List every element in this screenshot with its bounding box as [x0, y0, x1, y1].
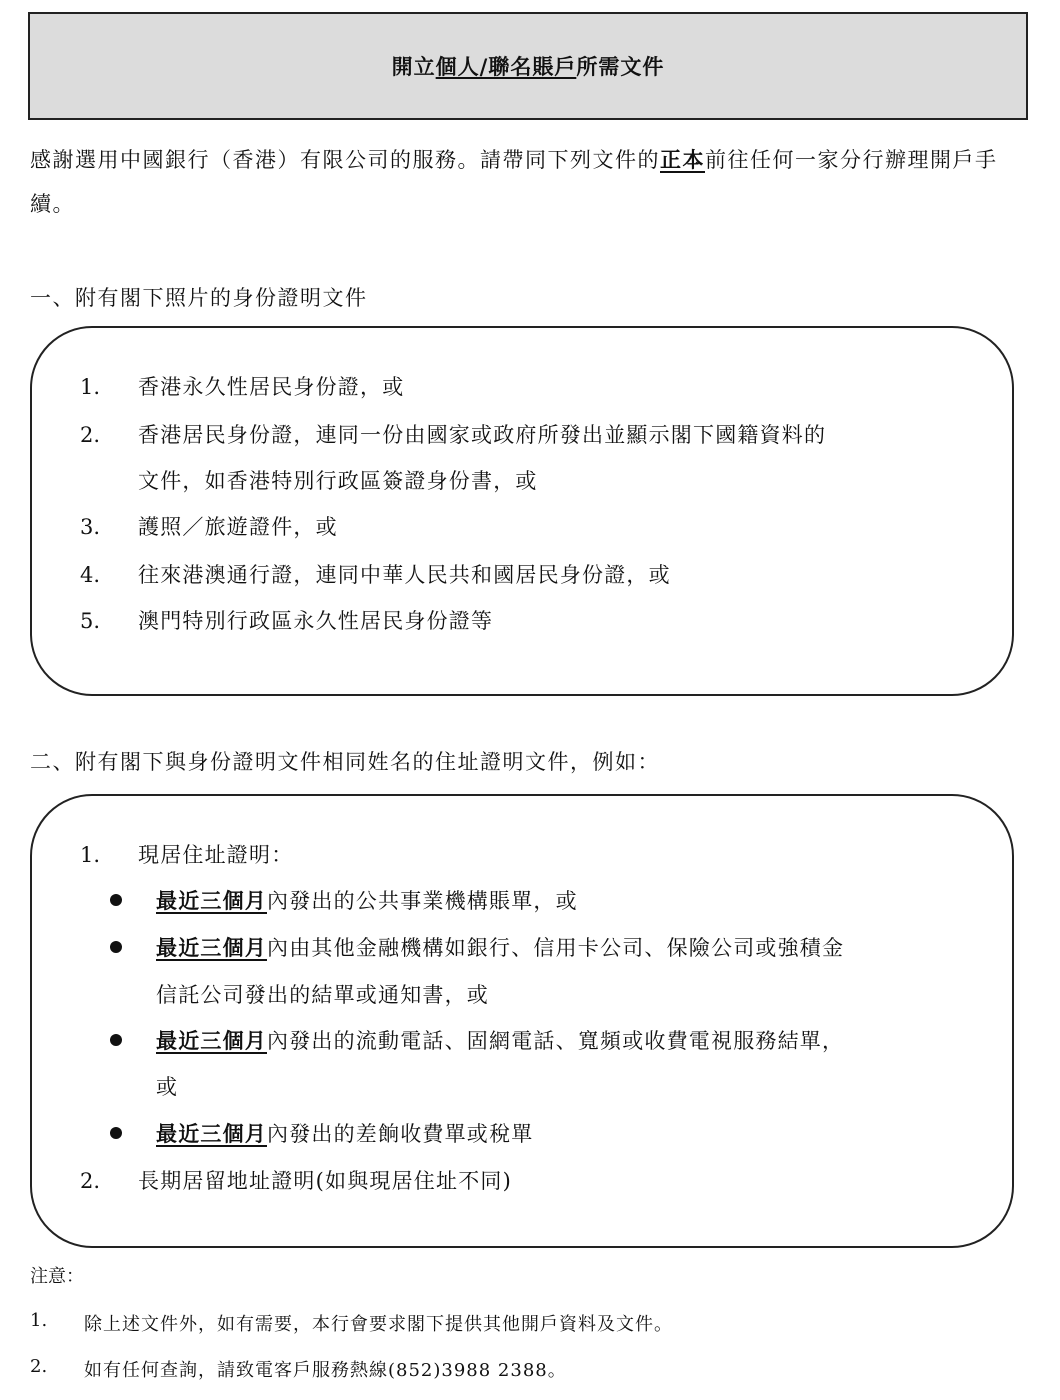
section1-item-number: 4. [80, 563, 101, 587]
intro-paragraph [30, 138, 1030, 226]
note-text: 除上述文件外，如有需要，本行會要求閣下提供其他開戶資料及文件。 [84, 1314, 673, 1335]
section1-item-text: 往來港澳通行證，連同中華人民共和國居民身份證，或 [138, 563, 671, 587]
bullet-line: 內發出的公共事業機構賬單，或 [267, 889, 578, 913]
title-prefix: 開立 [391, 54, 436, 79]
title-account-type: 個人/聯名賬戶 [435, 54, 577, 79]
section1-item-number: 1. [80, 375, 101, 399]
title-suffix: 所需文件 [576, 54, 665, 79]
bullet-highlight: 最近三個月 [156, 1028, 267, 1053]
bullet-icon [110, 1034, 122, 1046]
section2-heading: 二、附有閣下與身份證明文件相同姓名的住址證明文件，例如： [30, 750, 660, 774]
section1-item-number: 5. [80, 609, 101, 633]
section2-item-text: 長期居留地址證明(如與現居住址不同) [138, 1169, 512, 1193]
bullet-line: 或 [156, 1075, 179, 1099]
bullet-line: 信託公司發出的結單或通知書，或 [156, 983, 489, 1007]
bullet-highlight: 最近三個月 [156, 935, 267, 960]
bullet-icon [110, 894, 122, 906]
intro-text-original: 正本 [660, 147, 705, 172]
bullet-text [156, 1111, 533, 1157]
bullet-icon [110, 941, 122, 953]
section1-item-text: 香港永久性居民身份證，或 [138, 375, 405, 399]
bullet-text [156, 878, 578, 924]
note-number: 1. [30, 1310, 48, 1331]
section2-item-text: 現居住址證明： [138, 843, 294, 867]
bullet-text [156, 1018, 844, 1064]
bullet-line: 內發出的流動電話、固網電話、寬頻或收費電視服務結單， [267, 1029, 845, 1053]
section1-item-text: 澳門特別行政區永久性居民身份證等 [138, 609, 494, 633]
note-text: 如有任何查詢，請致電客戶服務熱線(852)3988 2388。 [84, 1360, 567, 1381]
section1-item-text: 文件，如香港特別行政區簽證身份書，或 [138, 469, 538, 493]
section1-item-number: 3. [80, 515, 101, 539]
bullet-icon [110, 1127, 122, 1139]
bullet-text [156, 925, 844, 971]
section2-item-number: 1. [80, 843, 101, 867]
section1-item-text: 香港居民身份證，連同一份由國家或政府所發出並顯示閣下國籍資料的 [138, 423, 827, 447]
bullet-highlight: 最近三個月 [156, 888, 267, 913]
note-number: 2. [30, 1356, 48, 1377]
bullet-highlight: 最近三個月 [156, 1121, 267, 1146]
section1-item-number: 2. [80, 423, 101, 447]
notes-title: 注意： [30, 1266, 84, 1287]
section1-heading: 一、附有閣下照片的身份證明文件 [30, 286, 368, 310]
intro-text-pre: 感謝選用中國銀行（香港）有限公司的服務。請帶同下列文件的 [30, 148, 660, 172]
document-title [392, 51, 665, 81]
section1-item-text: 護照／旅遊證件，或 [138, 515, 338, 539]
section2-item-number: 2. [80, 1169, 101, 1193]
intro-text-post: 前往任何一家分行辦理開戶手續。 [30, 148, 998, 216]
bullet-line: 內由其他金融機構如銀行、信用卡公司、保險公司或強積金 [267, 936, 845, 960]
bullet-line: 內發出的差餉收費單或稅單 [267, 1122, 534, 1146]
title-banner [28, 12, 1028, 120]
